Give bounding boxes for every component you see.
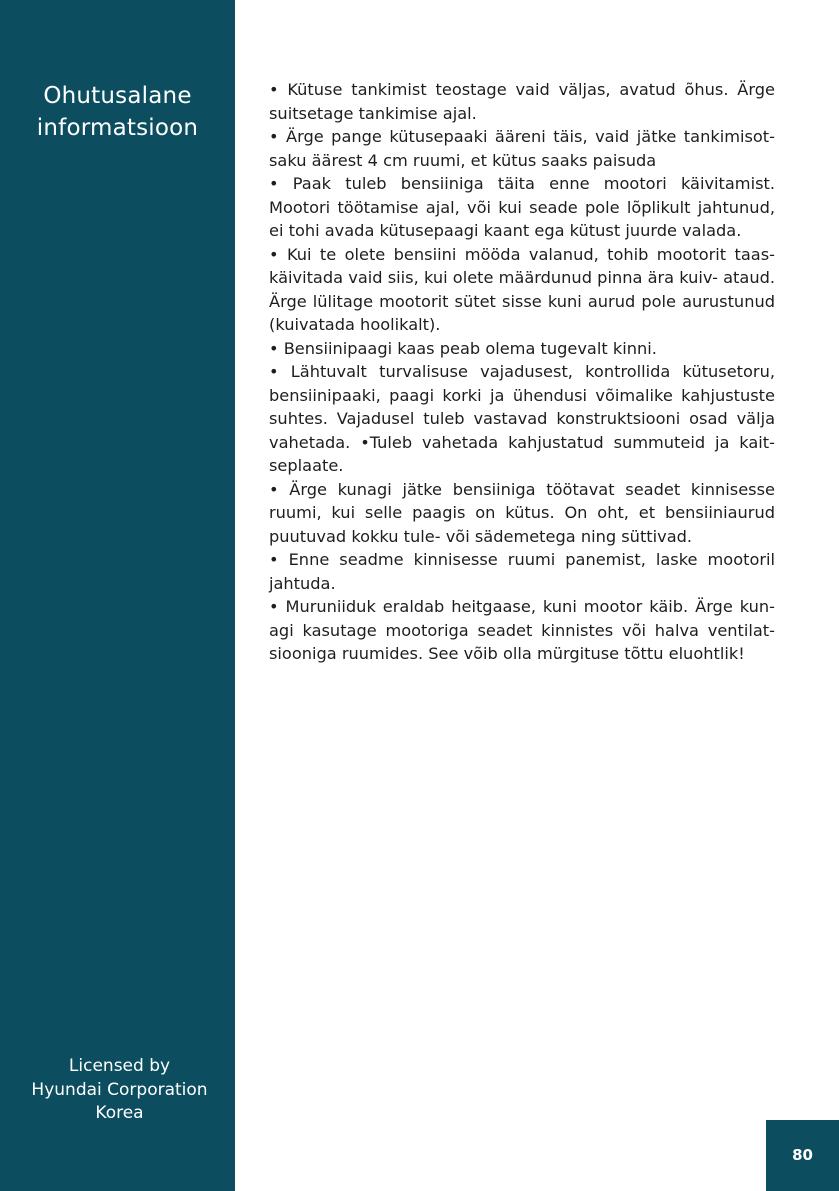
- safety-text-body: [269, 78, 775, 666]
- safety-paragraph-tank-fill-level: • Ärge pange kütusepaaki ääreni täis, vaid jätke tankimisot- saku äärest 4 cm ruumi, et kütus saaks paisuda: [269, 127, 775, 170]
- safety-paragraph-refueling-outdoors: • Kütuse tankimist teostage vaid väljas, avatud õhus. Ärge suitsetage tankimise ajal.: [269, 80, 775, 123]
- section-title-line-2: informatsioon: [36, 115, 199, 141]
- safety-paragraph-fill-before-start: • Paak tuleb bensiiniga täita enne mootori käivitamist. Mootori töötamise ajal, või kui seade pole lõplikult jahtunud, ei tohi avada kütusepaagi kaant ega kütust juurde valada.: [269, 174, 775, 240]
- section-title: [0, 80, 235, 144]
- sidebar-panel: [0, 0, 235, 1191]
- license-note: [0, 1055, 239, 1126]
- safety-paragraph-exhaust-gases: • Muruniiduk eraldab heitgaase, kuni mootor käib. Ärge kun- agi kasutage mootoriga seadet kinnistes või halva ventilat- siooniga ruumides. See võib olla mürgituse tõttu eluohtlik!: [269, 597, 775, 663]
- section-title-line-1: Ohutusalane: [43, 83, 192, 109]
- license-line-2: Hyundai Corporation: [31, 1079, 208, 1100]
- license-line-3: Korea: [95, 1103, 144, 1123]
- page-number: 80: [766, 1120, 839, 1191]
- safety-paragraph-cool-down: • Enne seadme kinnisesse ruumi panemist, laske mootoril jahtuda.: [269, 550, 775, 593]
- safety-paragraph-inspection: • Lähtuvalt turvalisuse vajadusest, kontrollida kütusetoru, bensiinipaaki, paagi korki ja ühendusi võimalike kahjustuste suhtes. Vajadusel tuleb vastavad konstruktsiooni osad välja vahetada. •Tuleb vahetada kahjustatud summuteid ja kait- seplaate.: [269, 362, 775, 475]
- license-line-1: Licensed by: [68, 1056, 171, 1076]
- safety-paragraph-spilled-fuel: • Kui te olete bensiini mööda valanud, tohib mootorit taas- käivitada vaid siis, kui olete määrdunud pinna ära kuiv- ataud. Ärge lülitage mootorit sütet sisse kuni aurud pole aurustunud (kuivatada hoolikalt).: [269, 244, 775, 334]
- safety-paragraph-enclosed-storage: • Ärge kunagi jätke bensiiniga töötavat seadet kinnisesse ruumi, kui selle paagis on kütus. On oht, et bensiiniaurud puutuvad kokku tule- või sädemetega ning süttivad.: [269, 479, 775, 546]
- safety-paragraph-tank-cap: • Bensiinipaagi kaas peab olema tugevalt kinni.: [269, 338, 657, 358]
